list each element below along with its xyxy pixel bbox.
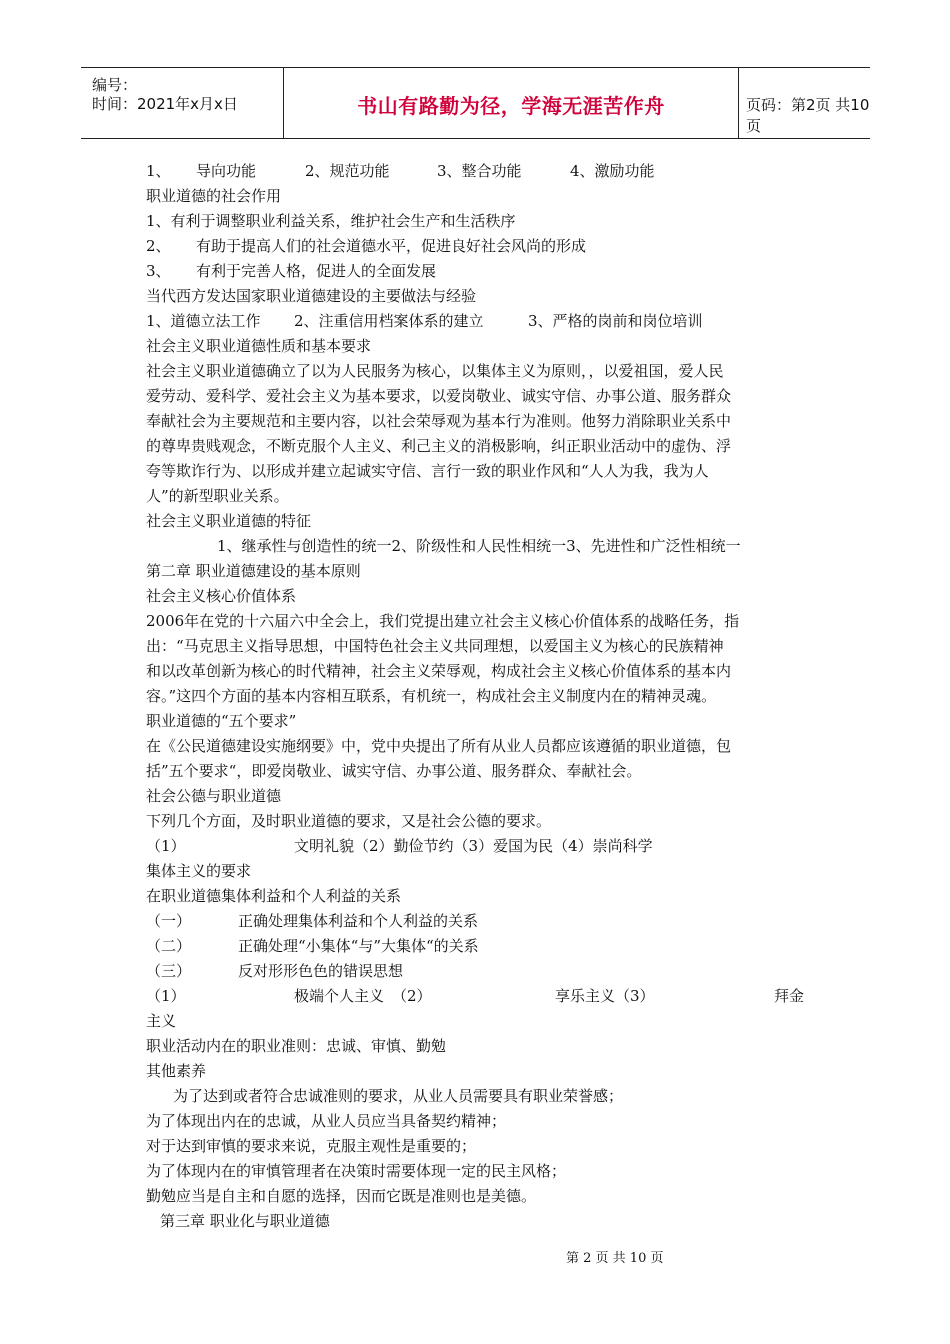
paragraph-line: 人”的新型职业关系。 xyxy=(146,487,289,505)
list-num: （2） xyxy=(392,987,432,1005)
list-text: 有助于提高人们的社会道德水平，促进良好社会风尚的形成 xyxy=(196,237,587,255)
text-line: 下列几个方面，及时职业道德的要求，又是社会公德的要求。 xyxy=(146,812,552,830)
list-num: （三） xyxy=(146,962,192,980)
features-line: 1、继承性与创造性的统一2、阶级性和人民性相统一3、先进性和广泛性相统一 xyxy=(217,537,741,555)
paragraph-line: 和以改革创新为核心的时代精神，社会主义荣辱观，构成社会主义核心价值体系的基本内 xyxy=(146,662,732,680)
list-text: 反对形形色色的错误思想 xyxy=(238,962,404,980)
function-num-1: 1、 xyxy=(146,162,171,180)
text-line: 勤勉应当是自主和自愿的选择，因而它既是准则也是美德。 xyxy=(146,1187,537,1205)
paragraph-line: 社会主义职业道德确立了以为人民服务为核心，以集体主义为原则，，以爱祖国，爱人民 xyxy=(146,362,724,380)
text-line: 为了达到或者符合忠诚准则的要求，从业人员需要具有职业荣誉感； xyxy=(173,1087,624,1105)
paragraph-line: 奉献社会为主要规范和主要内容，以社会荣辱观为基本行为准则。他努力消除职业关系中 xyxy=(146,412,732,430)
list-text: 正确处理“小集体“与”大集体“的关系 xyxy=(238,937,479,955)
function-motivate: 4、激励功能 xyxy=(570,162,655,180)
list-text: 极端个人主义 xyxy=(294,987,385,1005)
paragraph-line: 出：“马克思主义指导思想，中国特色社会主义共同理想，以爱国主义为核心的民族精神 xyxy=(146,637,724,655)
text-line: 为了体现内在的审慎管理者在决策时需要体现一定的民主风格； xyxy=(146,1162,567,1180)
heading-western-practices: 当代西方发达国家职业道德建设的主要做法与经验 xyxy=(146,287,477,305)
header-motto-cell xyxy=(283,68,739,138)
list-num: （一） xyxy=(146,912,192,930)
list-text: 有利于完善人格，促进人的全面发展 xyxy=(196,262,437,280)
text-line: 对于达到审慎的要求来说，克服主观性是重要的； xyxy=(146,1137,477,1155)
list-num: （1） xyxy=(146,837,186,855)
practice-3: 3、严格的岗前和岗位培训 xyxy=(528,312,703,330)
paragraph-line: 容。”这四个方面的基本内容相互联系，有机统一，构成社会主义制度内在的精神灵魂。 xyxy=(146,687,717,705)
text-line: 在职业道德集体利益和个人利益的关系 xyxy=(146,887,402,905)
function-integrate: 3、整合功能 xyxy=(437,162,522,180)
page-footer: 第 2 页 共 10 页 xyxy=(566,1251,664,1266)
function-guide: 导向功能 xyxy=(196,162,257,180)
list-num: 3、 xyxy=(146,262,171,280)
list-text: 拜金 xyxy=(774,987,805,1005)
paragraph-line: 的尊卑贵贱观念，不断克服个人主义、利己主义的消极影响，纠正职业活动中的虚伪、浮 xyxy=(146,437,732,455)
heading-features: 社会主义职业道德的特征 xyxy=(146,512,312,530)
heading-social-morality: 社会公德与职业道德 xyxy=(146,787,282,805)
list-text: 正确处理集体利益和个人利益的关系 xyxy=(238,912,479,930)
practice-2: 2、注重信用档案体系的建立 xyxy=(294,312,484,330)
list-text: 文明礼貌（2）勤俭节约（3）爱国为民（4）崇尚科学 xyxy=(294,837,653,855)
heading-core-values: 社会主义核心价值体系 xyxy=(146,587,297,605)
list-text: 享乐主义（3） xyxy=(555,987,655,1005)
heading-other-qualities: 其他素养 xyxy=(146,1062,207,1080)
header-page-cell xyxy=(739,68,870,138)
motto: 书山有路勤为径，学海无涯苦作舟 xyxy=(357,94,665,118)
text-line: 职业活动内在的职业准则：忠诚、审慎、勤勉 xyxy=(146,1037,447,1055)
text-line: 为了体现出内在的忠诚，从业人员应当具备契约精神； xyxy=(146,1112,507,1130)
heading-social-role: 职业道德的社会作用 xyxy=(146,187,282,205)
list-num: （二） xyxy=(146,937,192,955)
heading-socialist-ethics: 社会主义职业道德性质和基本要求 xyxy=(146,337,372,355)
header-meta-cell xyxy=(81,68,283,138)
heading-five-requirements: 职业道德的“五个要求” xyxy=(146,712,297,730)
paragraph-line: 在《公民道德建设实施纲要》中，党中央提出了所有从业人员都应该遵循的职业道德，包 xyxy=(146,737,732,755)
paragraph-line: 括”五个要求“，即爱岗敬业、诚实守信、办事公道、服务群众、奉献社会。 xyxy=(146,762,642,780)
page-header xyxy=(81,67,870,139)
practice-1: 1、道德立法工作 xyxy=(146,312,261,330)
number-label: 编号： xyxy=(92,76,138,94)
chapter-2-title: 第二章 职业道德建设的基本原则 xyxy=(146,562,361,580)
list-num: 2、 xyxy=(146,237,171,255)
time-label: 时间：2021年x月x日 xyxy=(92,95,238,113)
page-info: 页码：第2页 共10页 xyxy=(746,96,870,135)
heading-collectivism: 集体主义的要求 xyxy=(146,862,252,880)
function-norm: 2、规范功能 xyxy=(305,162,390,180)
paragraph-line: 夸等欺诈行为、以形成并建立起诚实守信、言行一致的职业作风和“人人为我，我为人 xyxy=(146,462,709,480)
text-line: 1、有利于调整职业利益关系，维护社会生产和生活秩序 xyxy=(146,212,516,230)
text-line: 主义 xyxy=(146,1012,177,1030)
list-num: （1） xyxy=(146,987,186,1005)
chapter-3-title: 第三章 职业化与职业道德 xyxy=(160,1212,330,1230)
paragraph-line: 2006年在党的十六届六中全会上，我们党提出建立社会主义核心价值体系的战略任务，指 xyxy=(146,612,740,630)
paragraph-line: 爱劳动、爱科学、爱社会主义为基本要求，以爱岗敬业、诚实守信、办事公道、服务群众 xyxy=(146,387,732,405)
